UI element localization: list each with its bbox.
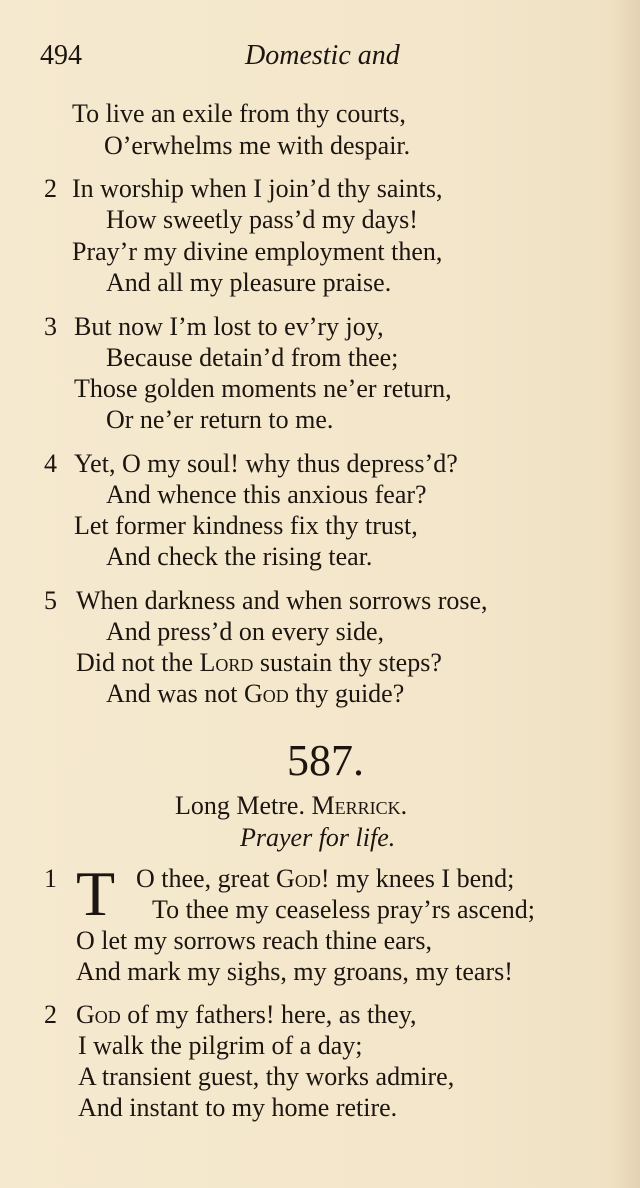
verse-line: I walk the pilgrim of a day; [78,1031,363,1060]
verse-number: 1 [44,864,57,893]
hymn-number: 587. [287,736,364,785]
verse-line: To thee my ceaseless pray’rs ascend; [152,895,535,924]
meter-label: Long Metre. [175,791,312,820]
line-text: Did not the [76,648,200,677]
verse-line: Because detain’d from thee; [106,343,399,372]
hymn-subtitle: Prayer for life. [240,823,396,852]
verse-line: Pray’r my divine employment then, [72,237,443,266]
verse-line: In worship when I join’d thy saints, [72,174,443,203]
verse-line: A transient guest, thy works admire, [78,1062,455,1091]
meter-line [175,790,407,822]
line-text: sustain thy steps? [253,648,442,677]
verse-number: 2 [44,1000,57,1029]
verse-line: Those golden moments ne’er return, [74,374,452,403]
verse-line: When darkness and when sorrows rose, [76,586,488,615]
line-text: thy guide? [288,679,405,708]
verse-line: And check the rising tear. [106,542,373,571]
verse-line: And whence this anxious fear? [106,480,427,509]
line-text: O thee, great [136,864,277,893]
verse-number: 5 [44,586,57,615]
drop-cap: T [76,858,116,929]
verse-line: But now I’m lost to ev’ry joy, [74,312,384,341]
verse-line: And mark my sighs, my groans, my tears! [76,957,513,986]
verse-line: Or ne’er return to me. [106,405,334,434]
verse-line: How sweetly pass’d my days! [106,205,418,234]
verse-line [76,647,442,679]
running-head: Domestic and [245,40,400,71]
verse-line: Let former kindness fix thy trust, [74,511,418,540]
verse-line: O’erwhelms me with despair. [104,131,411,160]
verse-number: 4 [44,449,57,478]
verse-line: To live an exile from thy courts, [72,99,406,128]
verse-number: 2 [44,174,57,203]
line-text: And was not [106,679,244,708]
verse-line [106,678,404,710]
verse-line [136,863,514,895]
verse-line: And press’d on every side, [106,617,384,646]
divine-name-small-caps: God [243,679,289,708]
page-header [40,40,600,80]
verse-line: Yet, O my soul! why thus depress’d? [74,449,458,478]
verse-line: And all my pleasure praise. [106,268,392,297]
verse-line [76,999,417,1031]
verse-line: And instant to my home retire. [78,1093,398,1122]
verse-line: O let my sorrows reach thine ears, [76,926,432,955]
page-number: 494 [40,40,82,71]
divine-name-small-caps: Lord [199,648,254,677]
page-edge-shadow [612,0,640,1188]
divine-name-small-caps: God [76,1000,121,1029]
verse-number: 3 [44,312,57,341]
divine-name-small-caps: God [276,864,321,893]
line-text: of my fathers! here, as they, [120,1000,417,1029]
author-name: Merrick. [311,791,408,820]
line-text: ! my knees I bend; [320,864,515,893]
